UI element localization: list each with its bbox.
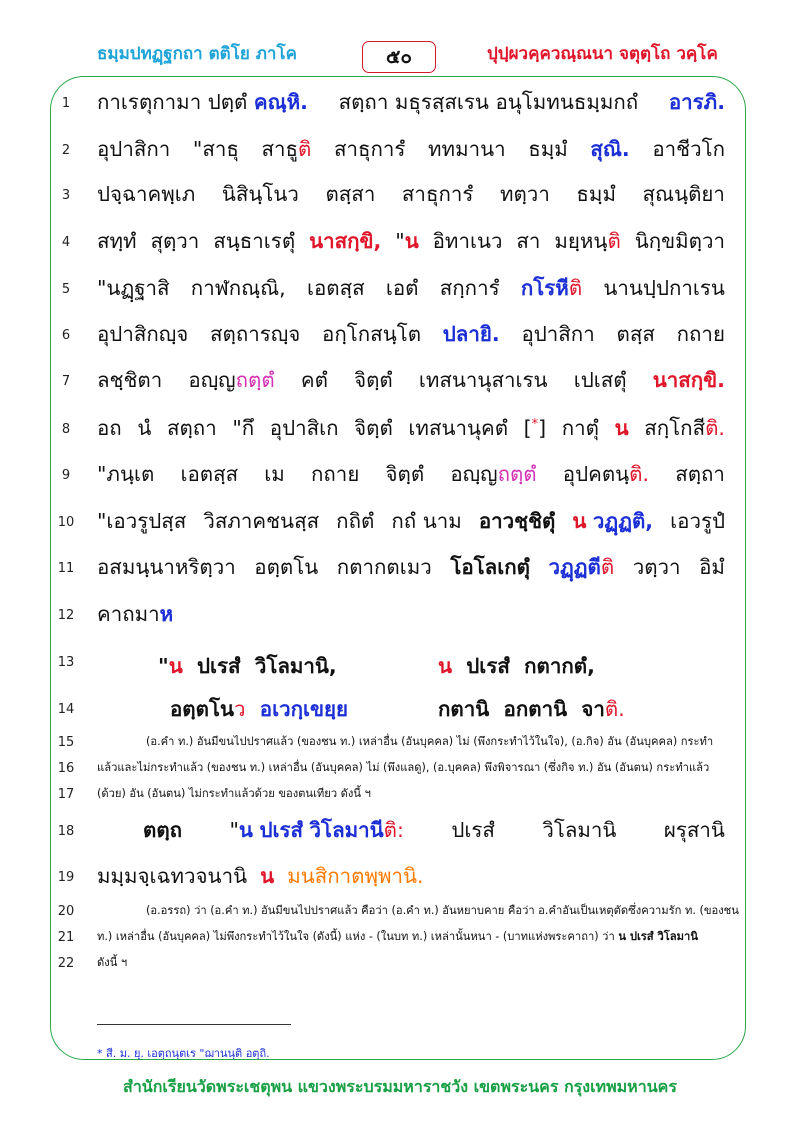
header-right-title: ปุปฺผวคฺควณฺณนา จตุตฺโถ วคฺโค [487,44,718,64]
line-number: 7 [61,374,71,389]
line-number: 15 [57,735,75,750]
translation-line-15: (อ.คำ ท.) อันมีขนไปปราศแล้ว (ของชน ท.) เหล่าอื่น (อันบุคคล) ไม่ (พึงกระทำไว้ในใจ), (อ.กิจ) อัน (อันบุคคล) กระทำ [146,735,714,748]
text-line-8: อถ นํ สตฺถา "กึ อุปาสิเก จิตฺตํ เทสนานุคตํ [*] กาตุํ น สกฺโกสีติ. [97,416,725,440]
line-number: 8 [61,422,71,437]
line-number: 6 [61,328,71,343]
page-number: ๕๐ [362,41,436,73]
text-line-1: กาเรตุกามา ปตฺตํ คณฺหิ. สตฺถา มธุรสฺสเรน อนุโมทนธมฺมกถํ อารภิ. [97,90,725,114]
text-line-9: "ภนฺเต เอตสฺส เม กถาย จิตฺตํ อญฺญถตฺตํ อุปคตนฺติ. สตฺถา [97,462,725,486]
line-number: 20 [57,904,75,919]
line-number: 1 [61,96,71,111]
text-line-11: อสมนฺนาหริตฺวา อตฺตโน กตากตเมว โอโลเกตุํ วฏฺฏตีติ วตฺวา อิมํ [97,555,725,579]
text-line-12: คาถมาห [97,602,174,626]
text-line-7: ลชฺชิตา อญฺญถตฺตํ คตํ จิตฺตํ เทสนานุสาเรน เปเสตุํ นาสกฺขิ. [97,368,725,392]
translation-line-16: แล้วและไม่กระทำแล้ว (ของชน ท.) เหล่าอื่น (อันบุคคล) ไม่ (พึงแลดู), (อ.บุคคล) พึงพิจารณา (ซึ่งกิจ ท.) อัน (อันตน) กระทำแล้ว [97,761,710,774]
line-number: 3 [61,188,71,203]
line-number: 11 [57,561,75,576]
line-number: 18 [57,824,75,839]
line-number: 10 [57,515,75,530]
line-number: 2 [61,143,71,158]
text-line-6: อุปาสิกญฺจ สตฺถารญฺจ อกฺโกสนฺโต ปลายิ. อุปาสิกา ตสฺส กถาย [97,322,725,346]
text-line-18: ตตฺถ "น ปเรสํ วิโลมานีติ: ปเรสํ วิโลมานิ ผรุสานิ [143,818,725,842]
verse-line-2a: อตฺตโนว อเวกฺเขยฺย [170,697,349,721]
verse-line-1a: "น ปเรสํ วิโลมานิ, [158,654,337,678]
text-line-3: ปจฺฉาคพฺเภ นิสินฺโนว ตสฺสา สาธุการํ ทตฺวา ธมฺมํ สุณนฺติยา [97,182,725,206]
header-left-title: ธมฺมปทฏฺฐกถา ตติโย ภาโค [97,44,297,64]
line-number: 16 [57,761,75,776]
translation-line-17: (ด้วย) อัน (อันตน) ไม่กระทำแล้วด้วย ของตนเทียว ดังนี้ ฯ [97,787,371,800]
footnote-divider [97,1024,291,1025]
footnote: * สี. ม. ยุ. เอตฺถนฺตเร "ฌานนฺติ อตฺถิ. [97,1047,270,1060]
text-line-4: สทฺทํ สุตฺวา สนฺธาเรตุํ นาสกฺขิ, "น อิทาเนว สา มยฺหนฺติ นิกฺขมิตฺวา [97,229,725,253]
verse-line-2b: กตานิ อกตานิ จาติ. [438,697,625,721]
translation-line-21: ท.) เหล่าอื่น (อันบุคคล) ไม่พึงกระทำไว้ในใจ (ดังนี้) แห่ง - (ในบท ท.) เหล่านั้นหนา - (บาทแห่งพระคาถา) ว่า น ปเรสํ วิโลมานิ [97,930,698,943]
page-footer: สำนักเรียนวัดพระเชตุพน แขวงพระบรมมหาราชวัง เขตพระนคร กรุงเทพมหานคร [123,1077,677,1096]
line-number: 5 [61,282,71,297]
line-number: 22 [57,956,75,971]
line-number: 14 [57,702,75,717]
text-line-5: "นฏฺฐาสิ กาฬกณฺณิ, เอตสฺส เอตํ สกฺการํ กโรหีติ นานปฺปกาเรน [97,276,725,300]
line-number: 12 [57,608,75,623]
line-number: 17 [57,787,75,802]
line-number: 9 [61,468,71,483]
text-line-2: อุปาสิกา "สาธุ สาธูติ สาธุการํ ททมานา ธมฺมํ สุณิ. อาชีวโก [97,137,725,161]
text-line-10: "เอวรูปสฺส วิสภาคชนสฺส กถิตํ กถํ นาม อาวชฺชิตุํ น วฏฺฏติ, เอวรูปํ [97,509,725,533]
translation-line-20: (อ.อรรถ) ว่า (อ.คำ ท.) อันมีขนไปปราศแล้ว คือว่า (อ.คำ ท.) อันหยาบคาย คือว่า อ.คำอันเป็นเหตุตัดซึ่งความรัก ท. (ของชน [146,904,739,917]
translation-line-22: ดังนี้ ฯ [97,956,128,969]
line-number: 13 [57,655,75,670]
text-line-19: มมฺมจฺเฉทวจนานิ น มนสิกาตพฺพานิ. [97,864,424,888]
line-number: 19 [57,870,75,885]
line-number: 4 [61,235,71,250]
line-number: 21 [57,930,75,945]
verse-line-1b: น ปเรสํ กตากตํ, [438,654,595,678]
